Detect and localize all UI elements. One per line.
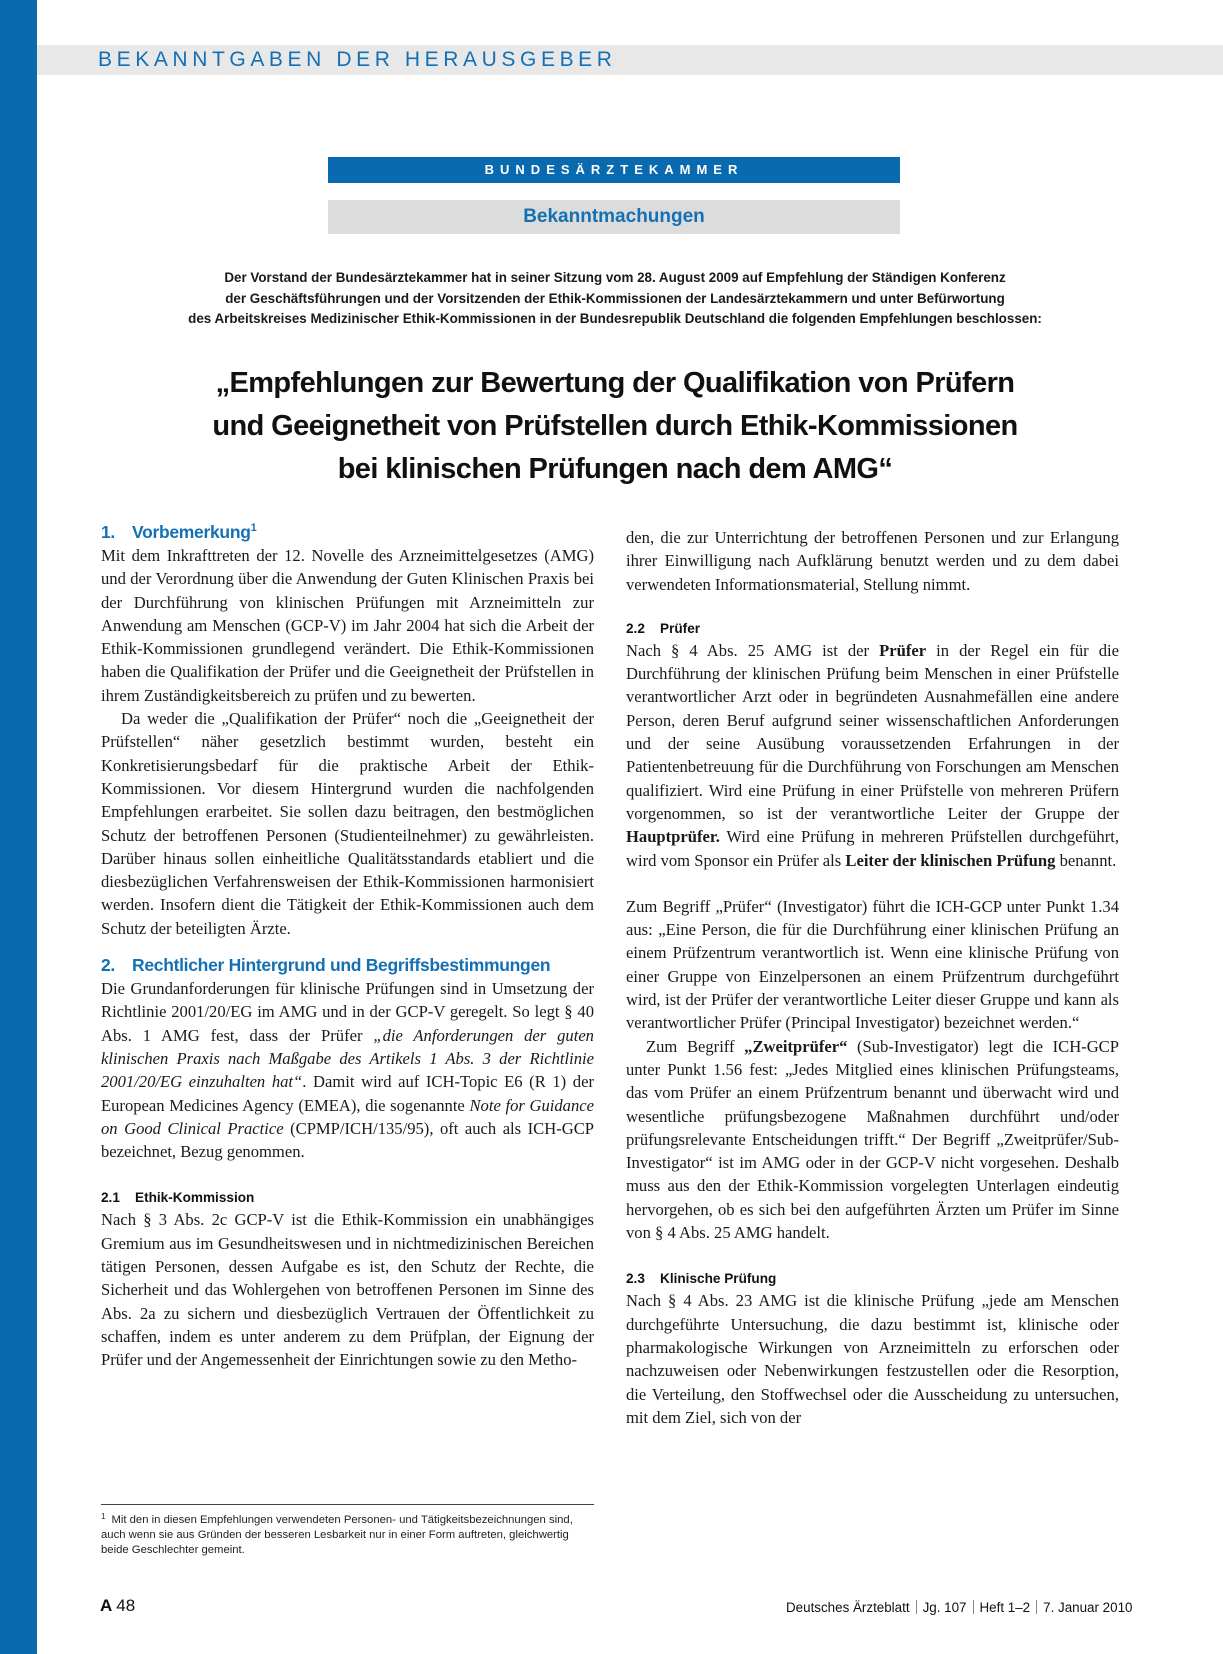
bold-term: Leiter der klinischen Prüfung <box>845 850 1056 870</box>
footnote-text: Mit den in diesen Empfehlungen verwendeten Personen- und Tätigkeitsbezeichnungen sind, auch wenn sie aus Gründen der besseren Lesbarkeit nur in einer Form auftreten, gleichwertig beide Geschlechter gemeint. <box>101 1514 573 1556</box>
journal-name: Deutsches Ärzteblatt <box>786 1600 910 1615</box>
journal-date: 7. Januar 2010 <box>1043 1600 1133 1615</box>
subsection-heading-2-1 <box>101 1187 594 1208</box>
subsection-number: 2.1 <box>101 1190 120 1206</box>
left-accent-bar <box>0 0 37 1654</box>
subsection-title: Klinische Prüfung <box>660 1271 777 1287</box>
article-title <box>100 362 1130 491</box>
intro-line: der Geschäftsführungen und der Vorsitzenden der Ethik-Kommissionen der Landesärztekammern und unter Befürwortung <box>225 290 1005 306</box>
separator <box>916 1600 917 1614</box>
journal-info <box>786 1600 1133 1615</box>
section-bar: Bekanntmachungen <box>328 200 900 234</box>
left-column <box>101 516 594 1372</box>
bold-term: Hauptprüfer. <box>626 827 720 847</box>
page-number-value: 48 <box>116 1596 136 1615</box>
journal-volume: Jg. 107 <box>922 1600 967 1615</box>
section-title: Rechtlicher Hintergrund und Begriffsbestimmungen <box>132 955 551 976</box>
section-number: 1. <box>101 522 115 542</box>
subsection-number: 2.2 <box>626 620 645 636</box>
emphasis: Note for Guidance on Good Clinical Practice <box>101 1095 594 1138</box>
subsection-title: Ethik-Kommission <box>135 1190 255 1206</box>
title-line: und Geeignetheit von Prüfstellen durch Ethik-Kommissionen <box>212 410 1018 442</box>
paragraph: Da weder die „Qualifikation der Prüfer“ noch die „Geeignetheit der Prüfstellen“ näher gesetzlich bestimmt wurden, besteht ein Konkretisierungsbedarf für die praktische Arbeit der Ethik-Kommissionen. Vor diesem Hintergrund wurden die nachfolgenden Empfehlungen erarbeitet. Sie sollen dazu beitragen, den bestmöglichen Schutz der betroffenen Personen (Studienteilnehmer) zu gewährleisten. Darüber hinaus sollen einheitliche Qualitätsstandards etabliert und die diesbezüglichen Verfahrensweisen der Ethik-Kommissionen harmonisiert werden. Insofern dient die Tätigkeit der Ethik-Kommissionen auch dem Schutz der beteiligten Ärzte. <box>101 709 594 938</box>
intro-line: Der Vorstand der Bundesärztekammer hat in seiner Sitzung vom 28. August 2009 auf Empfehlung der Ständigen Konferenz <box>224 270 1006 285</box>
footnote <box>101 1504 594 1558</box>
subsection-number: 2.3 <box>626 1271 645 1287</box>
paragraph: Nach § 4 Abs. 23 AMG ist die klinische Prüfung „jede am Menschen durchgeführte Untersuchung, die dazu bestimmt ist, klinische oder pharmakologische Wirkungen von Arzneimitteln zu erforschen oder nachzuweisen oder Nebenwirkungen festzustellen oder die Resorption, die Verteilung, den Stoffwechsel oder die Ausscheidung zu untersuchen, mit dem Ziel, sich von der <box>626 1291 1119 1427</box>
paragraph: Nach § 4 Abs. 25 AMG ist der Prüfer in der Regel ein für die Durchführung der klinischen Prüfung beim Menschen in einer Prüfstelle verantwortlicher Arzt oder in begründeten Ausnahmefällen eine andere Person, deren Beruf aufgrund seiner wissenschaftlichen Anforderungen und der seine Ausübung voraussetzenden Erfahrungen in der Patientenbetreuung für die Durchführung von Forschungen am Menschen qualifiziert. Wird eine Prüfung in einer Prüfstelle von mehreren Prüfern vorgenommen, so ist der verantwortliche Leiter der Gruppe der Hauptprüfer. Wird eine Prüfung in mehreren Prüfstellen durchgeführt, wird vom Sponsor ein Prüfer als Leiter der klinischen Prüfung benannt. <box>626 640 1119 870</box>
footnote-ref[interactable]: 1 <box>250 522 257 534</box>
section-number: 2. <box>101 955 115 976</box>
subsection-heading-2-3 <box>626 1268 1119 1289</box>
title-line: „Empfehlungen zur Bewertung der Qualifikation von Prüfern <box>215 367 1015 399</box>
paragraph: Zum Begriff „Prüfer“ (Investigator) führt die ICH-GCP unter Punkt 1.34 aus: „Eine Person, die für die Durchführung einer klinischen Prüfung an einem Prüfzentrum verantwortlich ist. Wenn eine klinische Prüfung von einer Gruppe von Einzelpersonen an einem Prüfzentrum durchgeführt wird, ist der Prüfer der verantwortliche Leiter dieser Gruppe und kann als verantwortlicher Prüfer (Principal Investigator) bezeichnet werden.“ <box>626 896 1119 1033</box>
emphasis: „die Anforderungen der guten klinischen Praxis nach Maßgabe des Artikels 1 Abs. 3 der Richtlinie 2001/20/EG einzuhalten hat“ <box>101 1025 594 1092</box>
paragraph: Mit dem Inkrafttreten der 12. Novelle des Arzneimittelgesetzes (AMG) und der Verordnung über die Anwendung der Guten Klinischen Praxis bei der Durchführung von klinischen Prüfungen mit Arzneimitteln zur Anwendung am Menschen (GCP-V) im Jahr 2004 hat sich die Arbeit der Ethik-Kommissionen grundlegend verändert. Die Ethik-Kommissionen haben die Qualifikation der Prüfer und die Geeignetheit der Prüfstellen in ihrem Zuständigkeitsbereich zu prüfen und zu bewerten. <box>101 546 594 705</box>
separator <box>973 1600 974 1614</box>
intro-line: des Arbeitskreises Medizinischer Ethik-Kommissionen in der Bundesrepublik Deutschland die folgenden Empfehlungen beschlossen: <box>188 311 1042 326</box>
subsection-heading-2-2 <box>626 618 1119 639</box>
journal-issue: Heft 1–2 <box>979 1600 1031 1615</box>
footnote-mark: 1 <box>101 1512 106 1521</box>
page-number <box>100 1596 135 1616</box>
subsection-title: Prüfer <box>660 620 701 636</box>
section-heading-1 <box>101 516 594 544</box>
bold-term: „Zweitprüfer“ <box>744 1036 848 1056</box>
paragraph: Zum Begriff „Zweitprüfer“ (Sub-Investigator) legt die ICH-GCP unter Punkt 1.56 fest: „Jedes Mitglied eines klinischen Prüfungsteams, das vom Prüfer an einem Prüfzentrum benannt und überwacht wird und wesentliche prüfungsbezogene Maßnahmen durchführt und/oder prüfungsrelevante Entscheidungen trifft.“ Der Begriff „Zweitprüfer/Sub-Investigator“ ist im AMG oder in der GCP-V nicht vorgesehen. Deshalb muss aus den der Ethik-Kommission vorgelegten Unterlagen eindeutig hervorgehen, ob es sich bei den aufgeführten Ärzten um Prüfer im Sinne von § 4 Abs. 25 AMG handelt. <box>626 1036 1119 1243</box>
title-line: bei klinischen Prüfungen nach dem AMG“ <box>337 453 893 485</box>
header-band-title: BEKANNTGABEN DER HERAUSGEBER <box>98 48 617 71</box>
paragraph: den, die zur Unterrichtung der betroffenen Personen und zur Erlangung ihrer Einwilligung nach Aufklärung benutzt werden und zu dem dabei verwendeten Informationsmaterial, Stellung nimmt. <box>626 528 1119 594</box>
section-heading-2 <box>101 953 594 977</box>
bold-term: Prüfer <box>879 640 927 660</box>
kicker-bar: BUNDESÄRZTEKAMMER <box>328 157 900 183</box>
paragraph: Die Grundanforderungen für klinische Prüfungen sind in Umsetzung der Richtlinie 2001/20/EG im AMG und in der GCP-V geregelt. So legt § 40 Abs. 1 AMG fest, dass der Prüfer „die Anforderungen der guten klinischen Praxis nach Maßgabe des Artikels 1 Abs. 3 der Richtlinie 2001/20/EG einzuhalten hat“. Damit wird auf ICH-Topic E6 (R 1) der European Medicines Agency (EMEA), die sogenannte Note for Guidance on Good Clinical Practice (CPMP/ICH/135/95), oft auch als ICH-GCP bezeichnet, Bezug genommen. <box>101 979 594 1162</box>
paragraph: Nach § 3 Abs. 2c GCP-V ist die Ethik-Kommission ein unabhängiges Gremium aus im Gesundheitswesen und in nichtmedizinischen Bereichen tätigen Personen, dessen Aufgabe es ist, den Schutz der Rechte, die Sicherheit und das Wohlergehen von betroffenen Personen im Sinne des Abs. 2a zu sichern und diesbezüglich Vertrauen der Öffentlichkeit zu schaffen, indem es unter anderem zu dem Prüfplan, der Eignung der Prüfer und der Angemessenheit der Einrichtungen sowie zu den Metho- <box>101 1210 594 1370</box>
section-title: Vorbemerkung <box>132 522 251 542</box>
page-letter: A <box>100 1596 113 1615</box>
separator <box>1036 1600 1037 1614</box>
intro-text <box>100 268 1130 330</box>
right-column <box>626 526 1119 1429</box>
